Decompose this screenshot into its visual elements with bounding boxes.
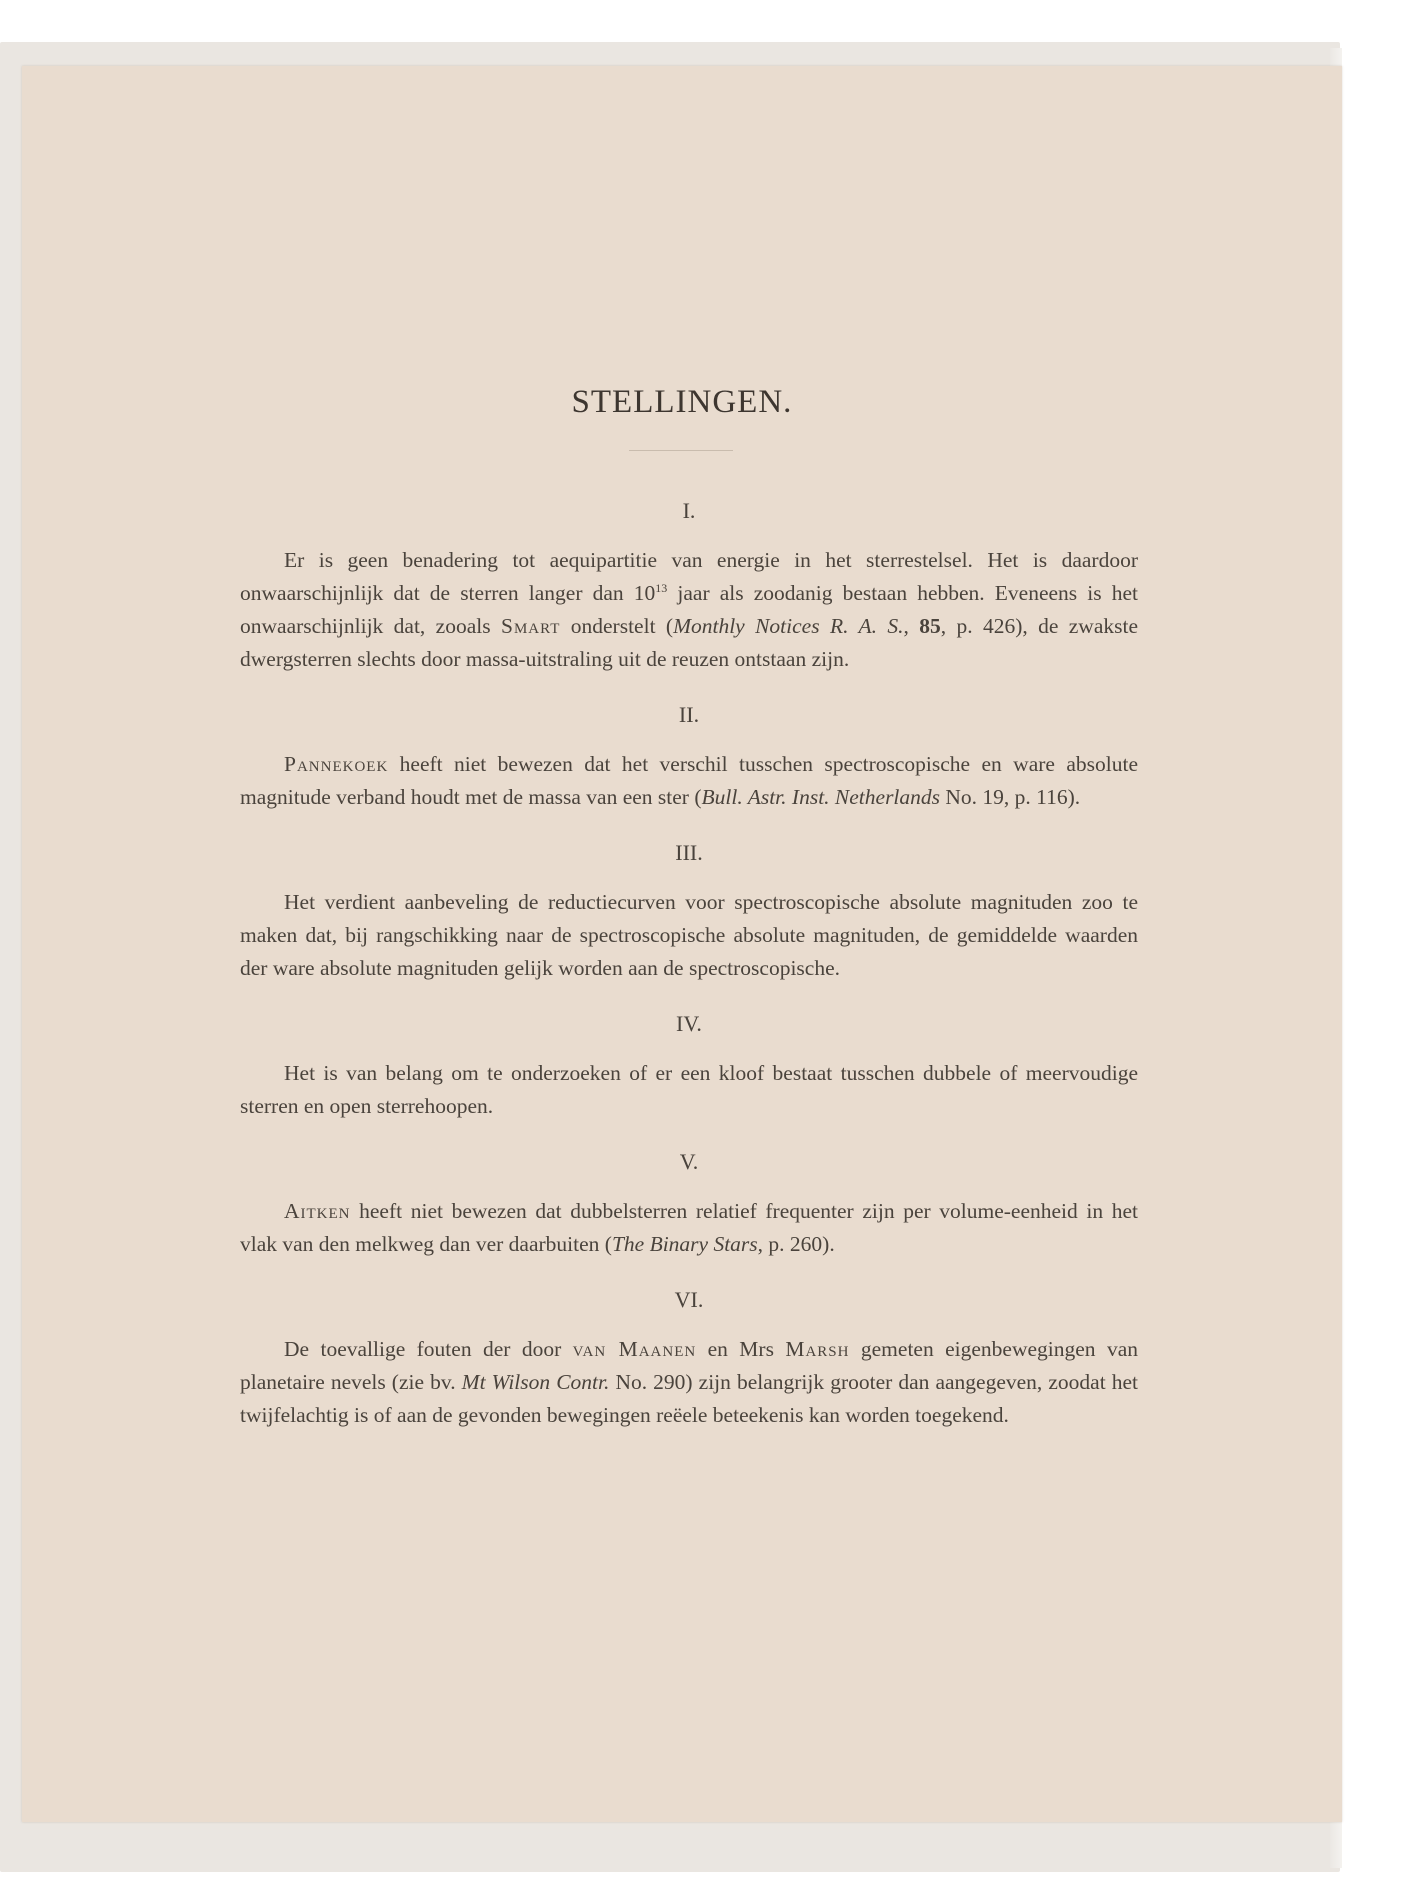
reference-title: The Binary Stars: [611, 1232, 758, 1256]
thesis-5: [240, 1147, 1138, 1261]
reference-title: Bull. Astr. Inst. Netherlands: [701, 785, 941, 809]
author-name: Marsh: [785, 1337, 850, 1361]
thesis-numeral: V.: [679, 1149, 699, 1174]
thesis-numeral: I.: [682, 498, 696, 523]
thesis-1: [240, 496, 1138, 676]
thesis-numeral: III.: [675, 840, 703, 865]
thesis-2: [240, 700, 1138, 814]
thesis-numeral: II.: [678, 702, 700, 727]
author-name: Pannekoek: [284, 752, 389, 776]
page-title: STELLINGEN.: [571, 384, 793, 420]
thesis-text: Het verdient aanbeveling de reductiecurven voor spectroscopische absolute magnituden zoo te maken dat, bij rangschikking naar de spectroscopische absolute magnituden, de gemiddelde waarden der ware absolute magnituden gelijk worden aan de spectroscopische.: [240, 890, 1138, 980]
thesis-4: [240, 1009, 1138, 1123]
thesis-numeral: IV.: [676, 1011, 702, 1036]
thesis-numeral: VI.: [674, 1287, 704, 1312]
author-name: Smart: [500, 614, 561, 638]
thesis-text: Pannekoek heeft niet bewezen dat het verschil tusschen spectroscopische en ware absolute magnitude verband houdt met de massa van een ster (Bull. Astr. Inst. Netherlands No. 19, p. 116).: [240, 752, 1138, 809]
thesis-text: Het is van belang om te onderzoeken of er een kloof bestaat tusschen dubbele of meervoudige sterren en open sterrehoopen.: [240, 1061, 1138, 1118]
thesis-6: [240, 1285, 1138, 1432]
reference-title: Monthly Notices R. A. S.: [673, 614, 904, 638]
document-page: [22, 66, 1342, 1822]
thesis-3: [240, 838, 1138, 985]
volume-number: 85: [919, 614, 941, 638]
author-name: van Maanen: [572, 1337, 697, 1361]
author-name: Aitken: [284, 1199, 351, 1223]
thesis-text: Er is geen benadering tot aequipartitie van energie in het sterrestelsel. Het is daardoor onwaarschijnlijk dat de sterren langer dan $10^{13}$ jaar als zoodanig bestaan hebben. Eveneens is het onwaarschijnlijk dat, zooals Smart onderstelt (Monthly Notices R. A. S., 85, p. 426), de zwakste dwergsterren slechts door massa-uitstraling uit de reuzen ontstaan zijn.: [240, 548, 1138, 671]
thesis-text: Aitken heeft niet bewezen dat dubbelsterren relatief frequenter zijn per volume-eenheid in het vlak van den melkweg dan ver daarbuiten (The Binary Stars, p. 260).: [240, 1199, 1138, 1256]
thesis-text: De toevallige fouten der door van Maanen en Mrs Marsh gemeten eigenbewegingen van planetaire nevels (zie bv. Mt Wilson Contr. No. 290) zijn belangrijk grooter dan aangegeven, zoodat het twijfelachtig is of aan de gevonden bewegingen reëele beteekenis kan worden toegekend.: [240, 1337, 1139, 1427]
reference-title: Mt Wilson Contr.: [461, 1370, 610, 1394]
title-rule: [629, 450, 733, 451]
theses-list: [240, 496, 1138, 1456]
